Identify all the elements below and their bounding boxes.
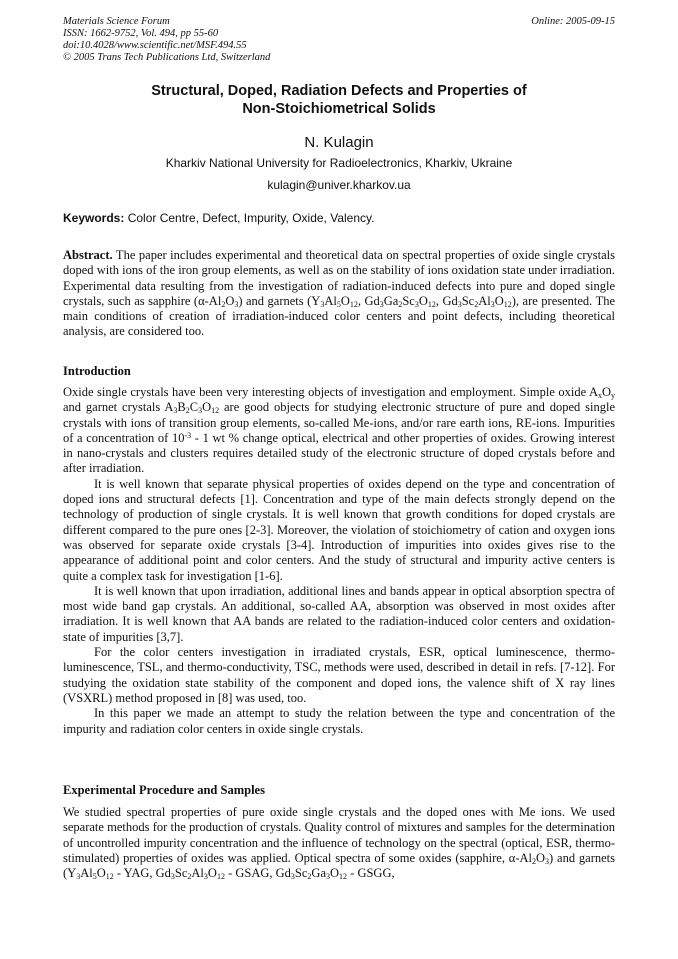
section-heading-introduction: Introduction	[63, 364, 131, 378]
introduction-body	[63, 385, 615, 737]
abstract-label: Abstract.	[63, 248, 113, 262]
issn-volume: ISSN: 1662-9752, Vol. 494, pp 55-60	[63, 28, 219, 39]
keywords-text: Color Centre, Defect, Impurity, Oxide, Valency.	[124, 211, 375, 225]
journal-name: Materials Science Forum	[63, 16, 170, 27]
paragraph: It is well known that upon irradiation, additional lines and bands appear in optical absorption spectra of most wide band gap crystals. An additional, so-called AA, absorption was observed in most oxides after irradiation. It is well known that AA bands are related to the radiation-induced color centers and oxidation-state of impurities [3,7].	[63, 583, 615, 644]
author-email[interactable]: kulagin@univer.kharkov.ua	[267, 178, 411, 192]
author-affiliation: Kharkiv National University for Radioelectronics, Kharkiv, Ukraine	[165, 156, 513, 170]
abstract: Abstract. The paper includes experimental and theoretical data on spectral properties of oxide single crystals doped with ions of the iron group elements, as well as on the stability of ions oxidation state under irradiation. Experimental data resulting from the investigation of radiation-induced defects into pure and doped single crystals, such as sapphire $(\alpha-Al_2O_3)$ and garnets ($Y_3Al_5O_{12}$, $Gd_3Ga_2Sc_3O_{12}$, $Gd_3Sc_2Al_3O_{12}$), are presented. The main conditions of creation of irradiation-induced color centers and point defects, including theoretical analysis, are considered too.	[63, 248, 616, 339]
paper-title	[63, 82, 615, 118]
keywords	[63, 211, 615, 226]
online-date: Online: 2005-09-15	[531, 16, 615, 27]
keywords-label: Keywords:	[63, 211, 125, 225]
paragraph: We studied spectral properties of pure oxide single crystals and the doped ones with Me ions. We used separate methods for the production of crystals. Quality control of mixtures and samples for the determination of uncontrolled impurity concentration and the influence of technology on the spectral (optical, ESR, thermo-stimulated) properties of oxides was applied. Optical spectra of some oxides (sapphire, $\alpha-Al_2O_3$) and garnets ($Y_3Al_5O_{12}$ - YAG, $Gd_3Sc_2Al_3O_{12}$ - GSAG, $Gd_3Sc_2Ga_3O_{12}$ - GSGG,	[63, 805, 616, 882]
title-line-2: Non-Stoichiometrical Solids	[242, 101, 436, 117]
publication-header	[63, 16, 615, 64]
abstract-text-1: The paper includes experimental and theoretical data on spectral properties of oxide single crystals doped with ions of the iron group elements, as well as on the stability of ions oxidation state under irradiation. Experimental data resulting from the investigation of radiation-induced defects into pure and doped single crystals, such as sapphire (α-Al	[63, 248, 615, 308]
copyright: © 2005 Trans Tech Publications Ltd, Switzerland	[63, 52, 271, 63]
author-name: N. Kulagin	[304, 134, 374, 151]
doi[interactable]: doi:10.4028/www.scientific.net/MSF.494.55	[63, 40, 247, 51]
paragraph: Oxide single crystals have been very interesting objects of investigation and employment. Simple oxide $A_xO_y$ and garnet crystals $A_3B_2C_3O_{12}$ are good objects for studying electronic structure of pure and doped single crystals with ions of transition group elements, so-called Me-ions, and/or rare earth ions, RE-ions. Impurities of a concentration of $10^{-3} - 1$ wt % change optical, electrical and other properties of oxides. Growing interest in nano-crystals and clusters requires detailed study of the electronic structure of doped crystals before and after irradiation.	[63, 385, 615, 476]
section-heading-experimental: Experimental Procedure and Samples	[63, 783, 265, 797]
title-line-1: Structural, Doped, Radiation Defects and Properties of	[151, 83, 527, 99]
paragraph: In this paper we made an attempt to study the relation between the type and concentration of the impurity and radiation color centers in oxide single crystals.	[63, 706, 615, 736]
experimental-body	[63, 805, 615, 881]
paragraph: For the color centers investigation in irradiated crystals, ESR, optical luminescence, thermo-luminescence, TSL, and thermo-conductivity, TSC, methods were used, described in detail in refs. [7-12]. For studying the oxidation state stability of the component and doped ions, the valence shift of X ray lines (VSXRL) method proposed in [8] was used, too.	[63, 645, 615, 705]
abstract-text-3: ), are presented. The main conditions of creation of irradiation-induced color centers and point defects, including theoretical analysis, are considered too.	[63, 293, 616, 339]
paragraph: It is well known that separate physical properties of oxides depend on the type and concentration of doped ions and structural defects [1]. Concentration and type of the main defects strongly depend on the technology of production of single crystals. It is well known that growth conditions for doped crystals are different compared to the pure ones [2-3]. Moreover, the violation of stoichiometry of cation and oxygen ions was observed for separate oxide crystals [3-4]. Introduction of impurities into oxides gives rise to the appearance of additional point and color centers. And the study of structural and impurity active centers is quite a complex task for investigation [1-6].	[63, 476, 615, 583]
abstract-text-2: ) and garnets (Y	[238, 293, 321, 308]
